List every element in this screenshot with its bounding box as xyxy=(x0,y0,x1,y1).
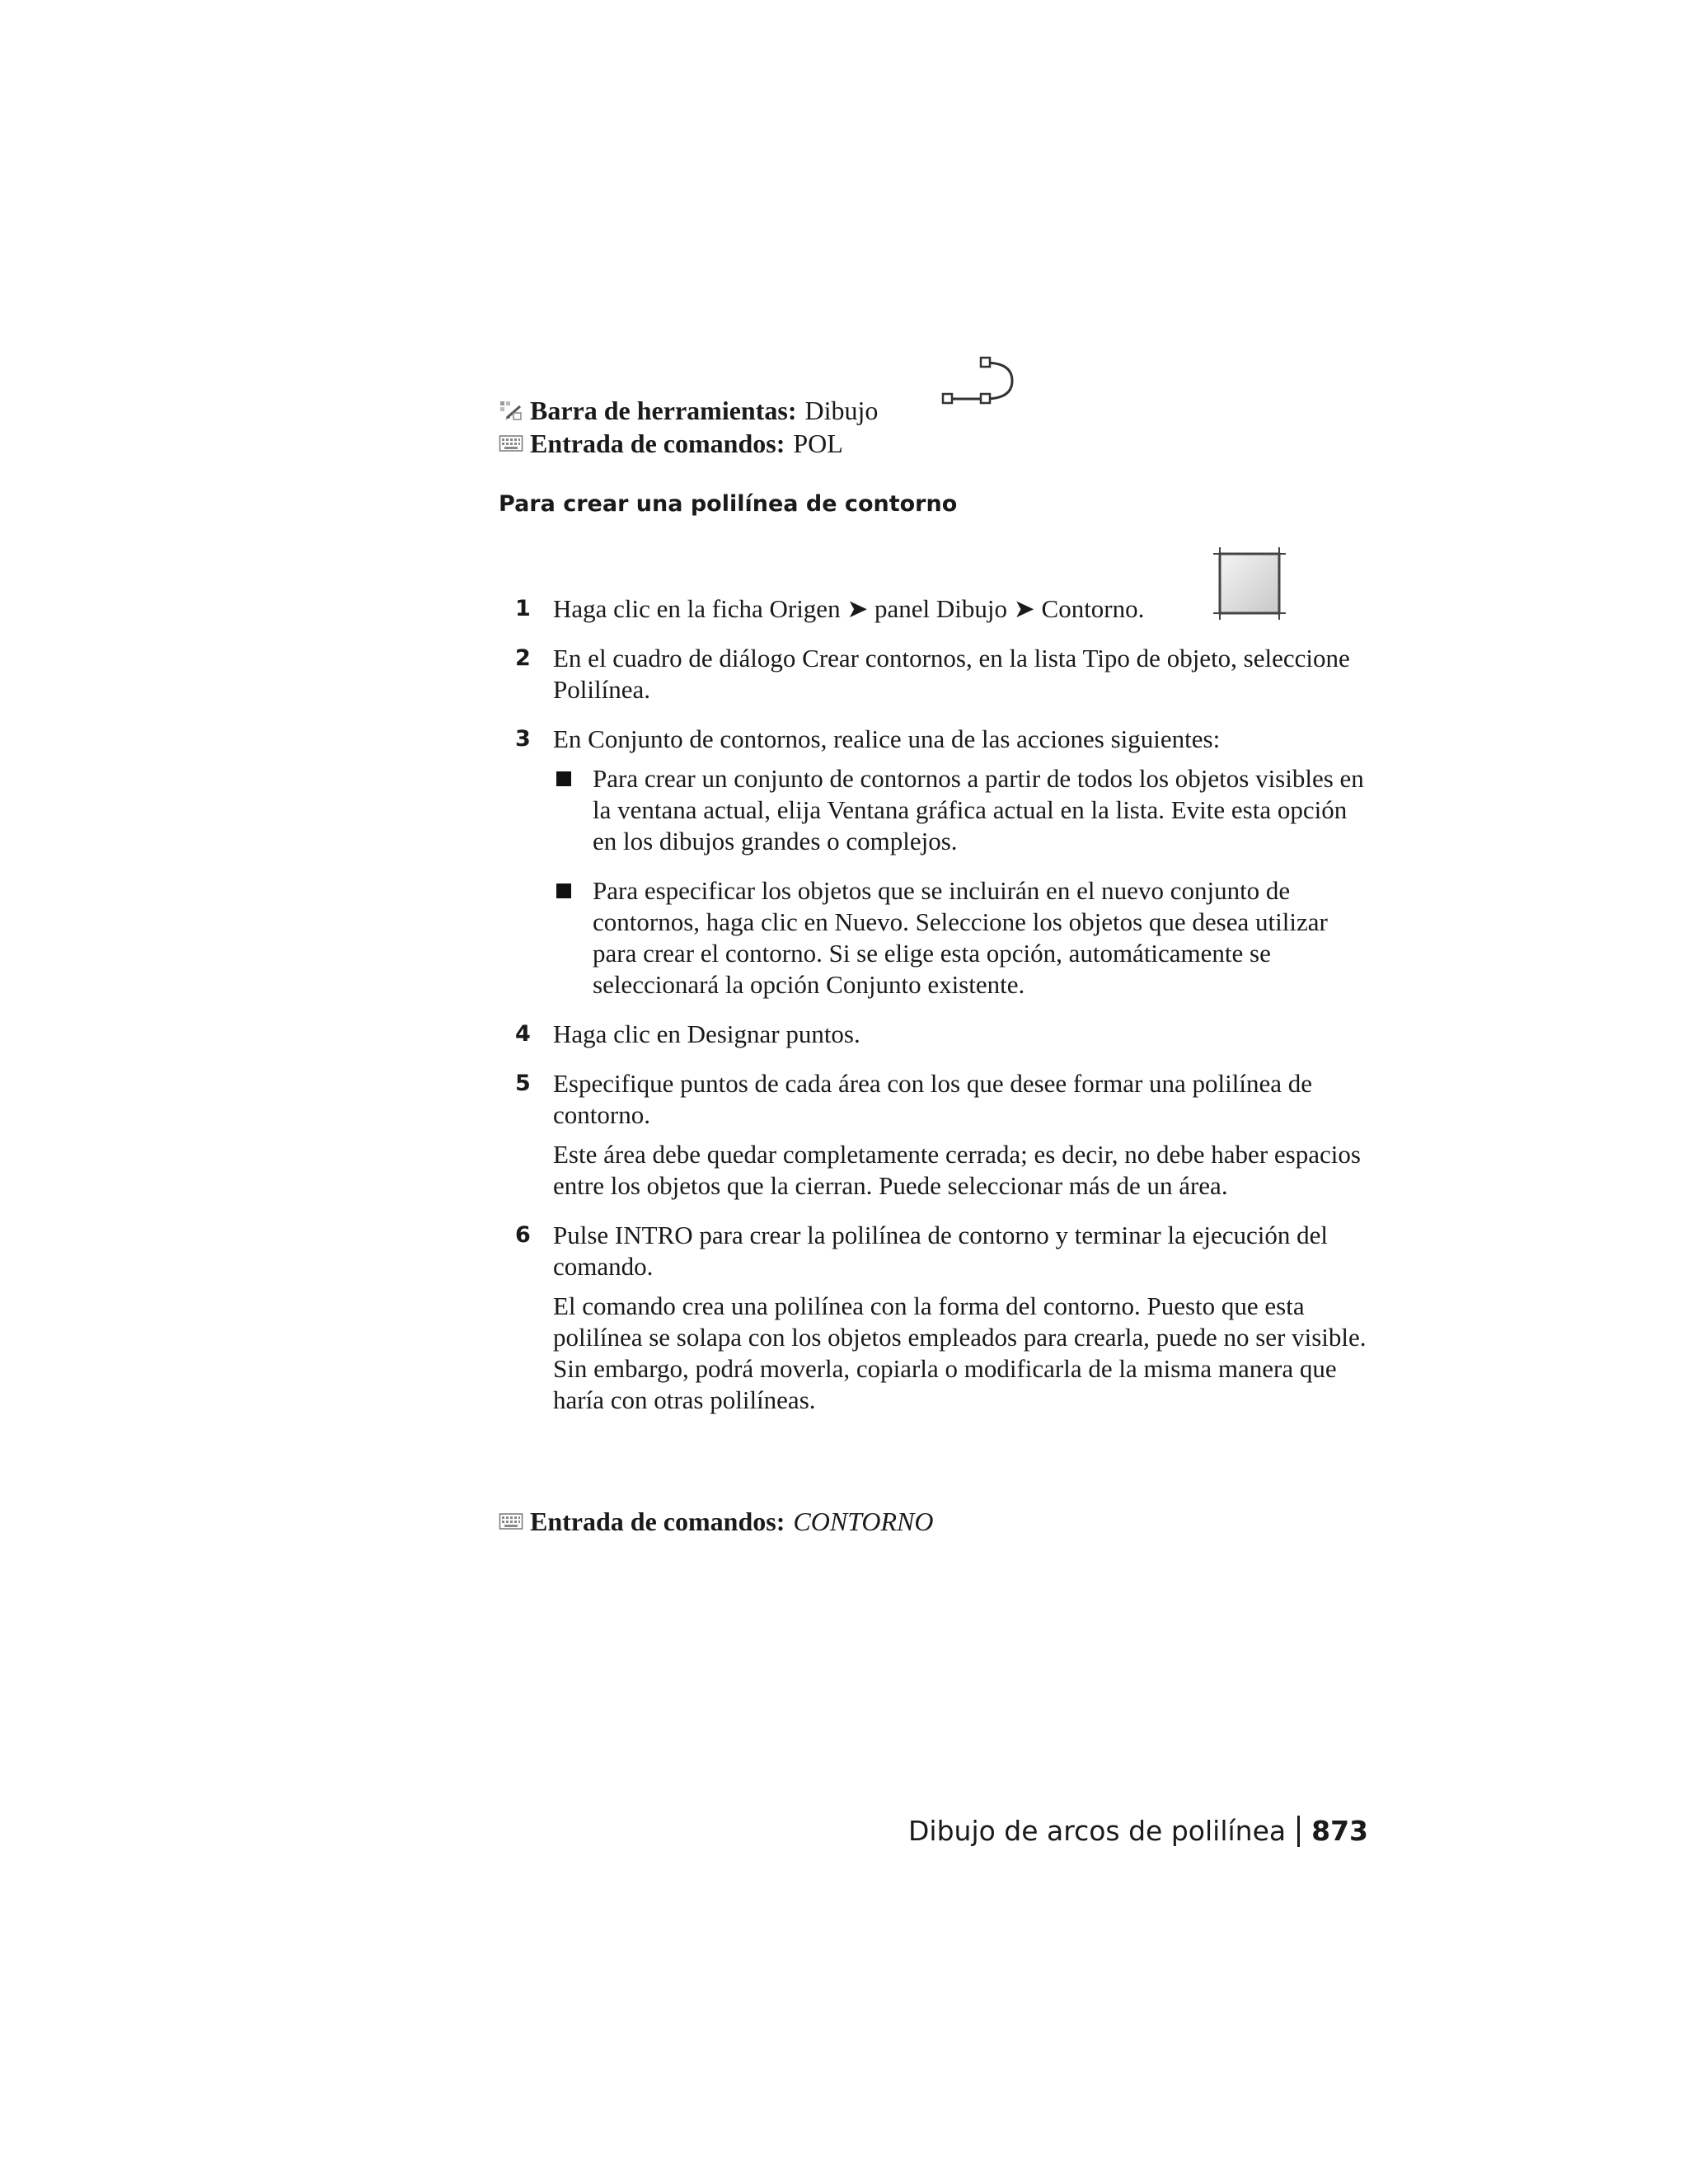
square-bullet-icon xyxy=(556,883,571,898)
bullet-item xyxy=(553,875,1376,1001)
procedure-title: Para crear una polilínea de contorno xyxy=(499,491,958,517)
command-value: POL xyxy=(793,429,843,458)
keyboard-icon xyxy=(499,1511,523,1532)
polyline-icon xyxy=(940,354,1022,407)
step-4 xyxy=(515,1019,1376,1050)
bullet-item xyxy=(553,763,1376,857)
command-line-2 xyxy=(499,1505,933,1538)
bullet-list xyxy=(553,763,1376,1001)
toolbar-value: Dibujo xyxy=(804,396,879,425)
toolbar-label: Barra de herramientas: xyxy=(530,396,797,425)
step-note: Este área debe quedar completamente cerrada; es decir, no debe haber espacios entre los objetos que la cierran. Puede seleccionar más de un área. xyxy=(553,1140,1361,1200)
step-1 xyxy=(515,593,1376,625)
bullet-text: Para crear un conjunto de contornos a partir de todos los objetos visibles en la ventana actual, elija Ventana gráfica actual en la lista. Evite esta opción en los dibujos grandes o complejos. xyxy=(593,764,1364,855)
step-text: Haga clic en Designar puntos. xyxy=(553,1019,860,1048)
step-text: Especifique puntos de cada área con los que desee formar una polilínea de contorno. xyxy=(553,1069,1313,1129)
toolbar-icon xyxy=(499,400,523,421)
procedure-steps xyxy=(515,593,1376,1434)
square-bullet-icon xyxy=(556,771,571,786)
step-text: En el cuadro de diálogo Crear contornos, en la lista Tipo de objeto, seleccione Polilínea. xyxy=(553,644,1350,704)
step-note: El comando crea una polilínea con la forma del contorno. Puesto que esta polilínea se solapa con los objetos empleados para crearla, puede no ser visible. Sin embargo, podrá moverla, copiarla o modificarla de la misma manera que haría con otras polilíneas. xyxy=(553,1291,1367,1414)
toolbar-line xyxy=(499,394,878,427)
step-number: 1 xyxy=(515,596,531,621)
step-number: 5 xyxy=(515,1071,531,1096)
step-number: 6 xyxy=(515,1222,531,1248)
step-number: 4 xyxy=(515,1021,531,1047)
step-3 xyxy=(515,724,1376,1001)
keyboard-icon xyxy=(499,433,523,454)
step-text: Pulse INTRO para crear la polilínea de contorno y terminar la ejecución del comando. xyxy=(553,1221,1328,1281)
command-value: CONTORNO xyxy=(793,1507,934,1536)
command-label: Entrada de comandos: xyxy=(530,1507,785,1536)
page-number: 873 xyxy=(1311,1815,1368,1847)
step-number: 2 xyxy=(515,645,531,671)
step-5 xyxy=(515,1068,1376,1202)
command-label: Entrada de comandos: xyxy=(530,429,785,458)
page-footer xyxy=(908,1813,1368,1849)
footer-divider xyxy=(1297,1816,1300,1847)
step-text: Haga clic en la ficha Origen ➤ panel Dibujo ➤ Contorno. xyxy=(553,594,1145,623)
step-text: En Conjunto de contornos, realice una de las acciones siguientes: xyxy=(553,724,1221,753)
command-line-1 xyxy=(499,427,843,460)
step-2 xyxy=(515,643,1376,705)
step-6 xyxy=(515,1220,1376,1416)
footer-section-title: Dibujo de arcos de polilínea xyxy=(908,1815,1287,1847)
step-number: 3 xyxy=(515,726,531,752)
bullet-text: Para especificar los objetos que se incluirán en el nuevo conjunto de contornos, haga clic en Nuevo. Seleccione los objetos que desea utilizar para crear el contorno. Si se elige esta opción, automáticamente se seleccionará la opción Conjunto existente. xyxy=(593,876,1328,999)
